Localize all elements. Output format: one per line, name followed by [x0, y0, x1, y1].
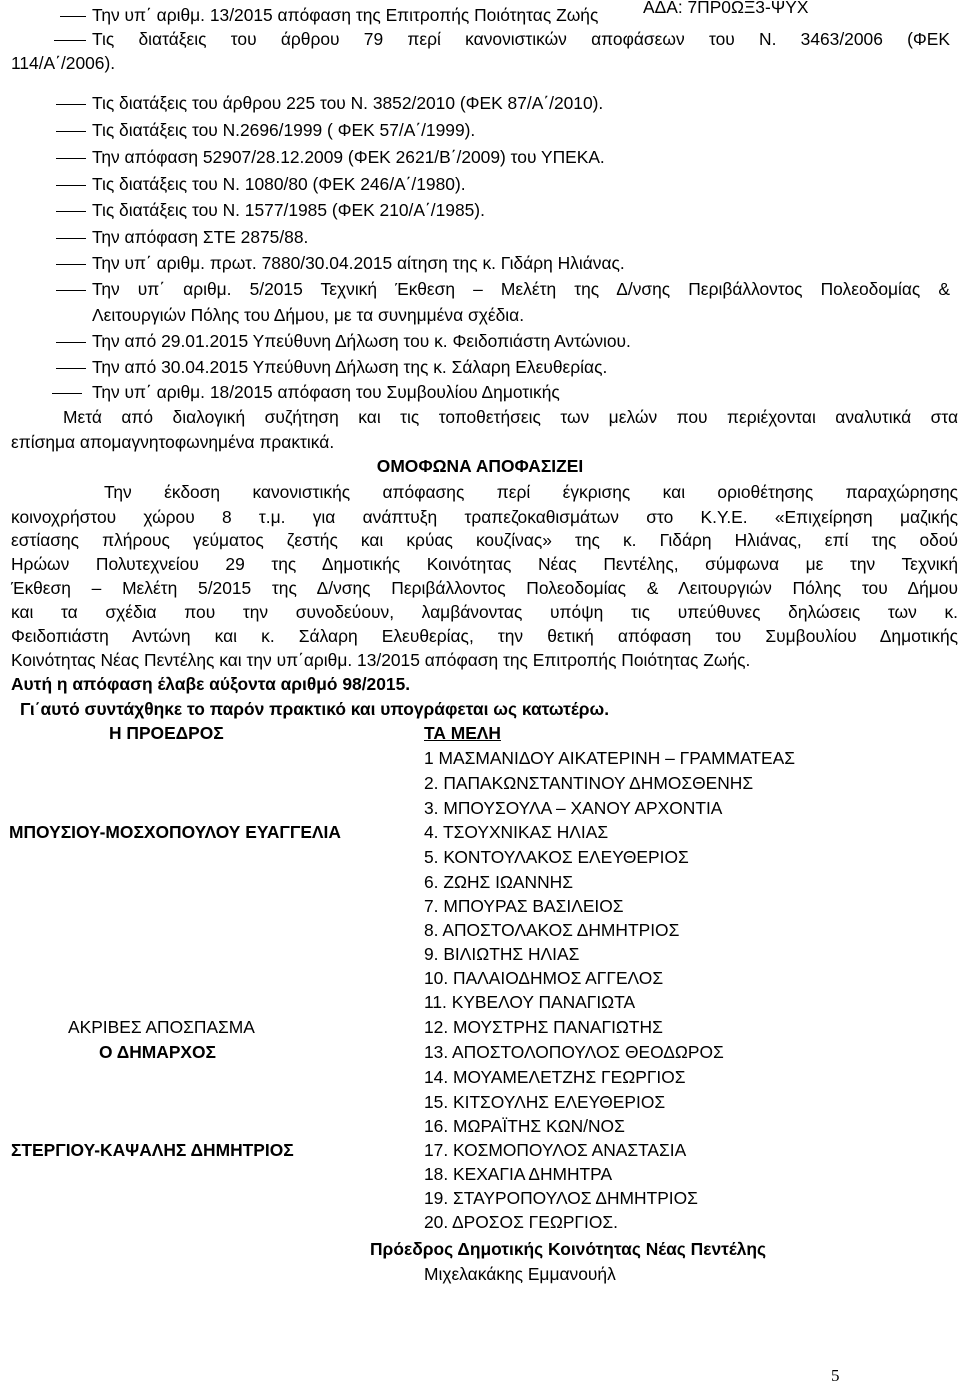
dash-bullet — [56, 131, 86, 132]
member-item: 5. ΚΟΝΤΟΥΛΑΚΟΣ ΕΛΕΥΘΕΡΙΟΣ — [424, 847, 689, 867]
consideration-item: Τις διατάξεις του Ν. 1080/80 (ΦΕΚ 246/Α΄/1980). — [92, 174, 466, 194]
member-item: 15. ΚΙΤΣΟΥΛΗΣ ΕΛΕΥΘΕΡΙΟΣ — [424, 1092, 666, 1112]
consideration-item: Την υπ΄ αριθμ. 18/2015 απόφαση του Συμβουλίου Δημοτικής — [92, 382, 560, 402]
member-item: 7. ΜΠΟΥΡΑΣ ΒΑΣΙΛΕΙΟΣ — [424, 896, 624, 916]
dash-bullet — [52, 393, 82, 394]
dash-bullet — [54, 40, 86, 41]
decision-line: Την έκδοση κανονιστικής απόφασης περί έγκρισης και οριοθέτησης παραχώρησης — [104, 482, 958, 502]
consideration-item: Τις διατάξεις του Ν. 1577/1985 (ΦΕΚ 210/Α΄/1985). — [92, 200, 485, 220]
consideration-item: Τις διατάξεις του άρθρου 225 του Ν. 3852/2010 (ΦΕΚ 87/Α΄/2010). — [92, 93, 604, 113]
member-item: 2. ΠΑΠΑΚΩΝΣΤΑΝΤΙΝΟΥ ΔΗΜΟΣΘΕΝΗΣ — [424, 773, 754, 793]
member-item: 8. ΑΠΟΣΤΟΛΑΚΟΣ ΔΗΜΗΤΡΙΟΣ — [424, 920, 680, 940]
member-item: 14. ΜΟΥΑΜΕΛΕΤΖΗΣ ΓΕΩΡΓΙΟΣ — [424, 1067, 686, 1087]
member-item: 6. ΖΩΗΣ ΙΩΑΝΝΗΣ — [424, 872, 573, 892]
dash-bullet — [56, 158, 86, 159]
dash-bullet — [56, 290, 86, 291]
consideration-item: Την απόφαση 52907/28.12.2009 (ΦΕΚ 2621/Β΄/2009) του ΥΠΕΚΑ. — [92, 147, 605, 167]
member-item: 11. ΚΥΒΕΛΟΥ ΠΑΝΑΓΙΩΤΑ — [424, 992, 636, 1012]
member-item: 13. ΑΠΟΣΤΟΛΟΠΟΥΛΟΣ ΘΕΟΔΩΡΟΣ — [424, 1042, 724, 1062]
discussion-line: επίσημα απομαγνητοφωνημένα πρακτικά. — [11, 432, 335, 452]
discussion-line: Μετά από διαλογική συζήτηση και τις τοποθετήσεις των μελών που περιέχονται αναλυτικά στα — [63, 407, 958, 427]
decision-line: εστίασης πλήρους γεύματος ζεστής και κρύας κουζίνας» της κ. Γιδάρη Ηλιάνας, επί της οδού — [11, 530, 958, 550]
decision-line: και τα σχέδια που την συνοδεύουν, λαμβάνοντας υπόψη τις υπεύθυνες δηλώσεις των κ. — [11, 602, 958, 622]
consideration-item: Την υπ΄ αριθμ. 13/2015 απόφαση της Επιτροπής Ποιότητας Ζωής — [92, 5, 599, 25]
member-item: 12. ΜΟΥΣΤΡΗΣ ΠΑΝΑΓΙΩΤΗΣ — [424, 1017, 663, 1037]
page-number: 5 — [831, 1366, 840, 1385]
consideration-item: Την από 29.01.2015 Υπεύθυνη Δήλωση του κ. Φειδοπιάστη Αντώνιου. — [92, 331, 631, 351]
member-item: 4. ΤΣΟΥΧΝΙΚΑΣ ΗΛΙΑΣ — [424, 822, 609, 842]
community-president-title: Πρόεδρος Δημοτικής Κοινότητας Νέας Πεντέλης — [370, 1239, 767, 1259]
member-item: 10. ΠΑΛΑΙΟΔΗΜΟΣ ΑΓΓΕΛΟΣ — [424, 968, 664, 988]
member-item: 19. ΣΤΑΥΡΟΠΟΥΛΟΣ ΔΗΜΗΤΡΙΟΣ — [424, 1188, 698, 1208]
closing-statement: Γι΄αυτό συντάχθηκε το παρόν πρακτικό και υπογράφεται ως κατωτέρω. — [20, 699, 610, 719]
dash-bullet — [56, 211, 86, 212]
consideration-item: Τις διατάξεις του Ν.2696/1999 ( ΦΕΚ 57/Α΄/1999). — [92, 120, 476, 140]
member-item: 18. ΚΕΧΑΓΙΑ ΔΗΜΗΤΡΑ — [424, 1164, 613, 1184]
member-item: 1 ΜΑΣΜΑΝΙΔΟΥ ΑΙΚΑΤΕΡΙΝΗ – ΓΡΑΜΜΑΤΕΑΣ — [424, 748, 795, 768]
consideration-item: Την υπ΄ αριθμ. πρωτ. 7880/30.04.2015 αίτηση της κ. Γιδάρη Ηλιάνας. — [92, 253, 625, 273]
dash-bullet — [60, 16, 86, 17]
president-name: ΜΠΟΥΣΙΟΥ-ΜΟΣΧΟΠΟΥΛΟΥ ΕΥΑΓΓΕΛΙΑ — [9, 822, 341, 842]
decision-line: Ηρώων Πολυτεχνείου 29 της Δημοτικής Κοινότητας Νέας Πεντέλης, σύμφωνα με την Τεχνική — [11, 554, 958, 574]
decision-heading: ΟΜΟΦΩΝΑ ΑΠΟΦΑΣΙΖΕΙ — [376, 456, 584, 476]
consideration-item-cont: 114/Α΄/2006). — [11, 53, 116, 73]
mayor-name: ΣΤΕΡΓΙΟΥ-ΚΑΨΑΛΗΣ ΔΗΜΗΤΡΙΟΣ — [11, 1140, 294, 1160]
mayor-title: Ο ΔΗΜΑΡΧΟΣ — [99, 1042, 216, 1062]
dash-bullet — [56, 342, 86, 343]
member-item: 17. ΚΟΣΜΟΠΟΥΛΟΣ ΑΝΑΣΤΑΣΙΑ — [424, 1140, 687, 1160]
decision-line: Έκθεση – Μελέτη 5/2015 της Δ/νσης Περιβάλλοντος Πολεοδομίας & Λειτουργιών Πόλης του Δήμου — [11, 578, 958, 598]
consideration-item: Τις διατάξεις του άρθρου 79 περί κανονιστικών αποφάσεων του Ν. 3463/2006 (ΦΕΚ — [92, 29, 950, 49]
dash-bullet — [56, 185, 86, 186]
member-item: 16. ΜΩΡΑΪΤΗΣ ΚΩΝ/ΝΟΣ — [424, 1116, 625, 1136]
ada-code: ΑΔΑ: 7ΠΡ0ΩΞ3-ΨΥΧ — [643, 0, 809, 17]
member-item: 3. ΜΠΟΥΣΟΥΛΑ – ΧΑΝΟΥ ΑΡΧΟΝΤΙΑ — [424, 798, 723, 818]
dash-bullet — [56, 368, 86, 369]
member-item: 20. ΔΡΟΣΟΣ ΓΕΩΡΓΙΟΣ. — [424, 1212, 618, 1232]
decision-line: κοινοχρήστου χώρου 8 τ.μ. για ανάπτυξη τραπεζοκαθισμάτων στο Κ.Υ.Ε. «Επιχείρηση μαζικής — [11, 507, 958, 527]
president-title: Η ΠΡΟΕΔΡΟΣ — [109, 723, 224, 743]
members-title: ΤΑ ΜΕΛΗ — [424, 723, 501, 743]
dash-bullet — [56, 238, 86, 239]
community-president-name: Μιχελακάκης Εμμανουήλ — [424, 1264, 616, 1284]
consideration-item-cont: Λειτουργιών Πόλης του Δήμου, με τα συνημμένα σχέδια. — [92, 305, 525, 325]
decision-line: Φειδοπιάστη Αντώνη και κ. Σάλαρη Ελευθερίας, την θετική απόφαση του Συμβουλίου Δημοτικής — [11, 626, 958, 646]
consideration-item: Την από 30.04.2015 Υπεύθυνη Δήλωση της κ. Σάλαρη Ελευθερίας. — [92, 357, 608, 377]
decision-number: Αυτή η απόφαση έλαβε αύξοντα αριθμό 98/2015. — [11, 674, 411, 694]
consideration-item: Την υπ΄ αριθμ. 5/2015 Τεχνική Έκθεση – Μελέτη της Δ/νσης Περιβάλλοντος Πολεοδομίας & — [92, 279, 950, 299]
decision-line: Κοινότητας Νέας Πεντέλης και την υπ΄αριθμ. 13/2015 απόφαση της Επιτροπής Ποιότητας Ζωής. — [11, 650, 751, 670]
exact-copy-label: ΑΚΡΙΒΕΣ ΑΠΟΣΠΑΣΜΑ — [68, 1017, 255, 1037]
consideration-item: Την απόφαση ΣΤΕ 2875/88. — [92, 227, 309, 247]
dash-bullet — [56, 264, 86, 265]
member-item: 9. ΒΙΛΙΩΤΗΣ ΗΛΙΑΣ — [424, 944, 580, 964]
dash-bullet — [56, 104, 86, 105]
